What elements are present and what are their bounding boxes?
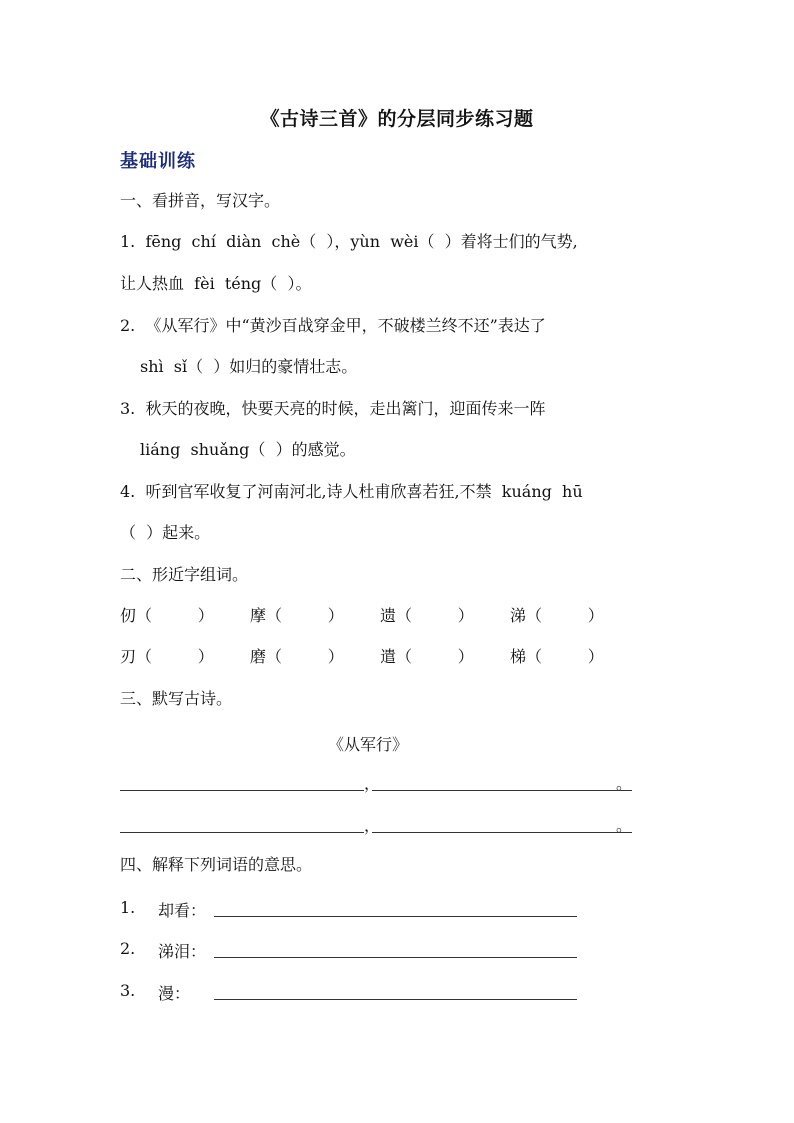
- q4-item-number: 1.: [120, 898, 136, 917]
- q4-item-term: 漫：: [158, 984, 191, 1003]
- q1-item2-line2: shì sǐ（ ）如归的豪情壮志。: [140, 357, 358, 376]
- q4-answer-blank-2[interactable]: [214, 957, 577, 958]
- poem-blank-1b[interactable]: [372, 790, 616, 791]
- page-title: 《古诗三首》的分层同步练习题: [260, 108, 534, 130]
- word-group-item: 涕（ ）: [510, 606, 604, 625]
- word-group-item: 磨（ ）: [250, 647, 344, 666]
- q1-item1-line1: 1. fēng chí diàn chè（ ），yùn wèi（ ）着将士们的气势,: [120, 232, 578, 251]
- q1-item3-line1: 3. 秋天的夜晚，快要天亮的时候，走出篱门，迎面传来一阵: [120, 399, 546, 418]
- q2-heading: 二、形近字组词。: [120, 565, 249, 584]
- word-group-item: 遣（ ）: [380, 647, 474, 666]
- poem-comma-1: ，: [364, 774, 381, 793]
- q1-item1-line2: 让人热血 fèi téng（ ）。: [120, 274, 312, 293]
- poem-blank-2a[interactable]: [120, 832, 364, 833]
- poem-period-2: 。: [616, 816, 633, 835]
- poem-comma-2: ，: [364, 816, 381, 835]
- q3-heading: 三、默写古诗。: [120, 689, 233, 708]
- q4-item-number: 2.: [120, 939, 136, 958]
- q4-item-term: 涕泪：: [158, 942, 207, 961]
- q1-heading: 一、看拼音，写汉字。: [120, 191, 281, 210]
- poem-underline-tail-1: [616, 790, 632, 791]
- word-group-item: 遗（ ）: [380, 606, 474, 625]
- poem-title: 《从军行》: [328, 735, 409, 754]
- poem-blank-1a[interactable]: [120, 790, 364, 791]
- word-group-item: 梯（ ）: [510, 647, 604, 666]
- section-heading: 基础训练: [120, 151, 196, 172]
- q1-item4-line2: （ ）起来。: [120, 523, 211, 542]
- q4-answer-blank-1[interactable]: [214, 916, 577, 917]
- q4-item-number: 3.: [120, 981, 136, 1000]
- q4-item-term: 却看：: [158, 901, 207, 920]
- poem-blank-2b[interactable]: [372, 832, 616, 833]
- poem-period-1: 。: [616, 774, 633, 793]
- q1-item3-line2: liáng shuǎng（ ）的感觉。: [140, 440, 356, 459]
- word-group-item: 刃（ ）: [120, 647, 214, 666]
- q4-answer-blank-3[interactable]: [214, 999, 577, 1000]
- word-group-item: 摩（ ）: [250, 606, 344, 625]
- poem-underline-tail-2: [616, 832, 632, 833]
- q1-item4-line1: 4. 听到官军收复了河南河北,诗人杜甫欣喜若狂,不禁 kuáng hū: [120, 482, 583, 501]
- q4-heading: 四、解释下列词语的意思。: [120, 855, 313, 874]
- word-group-item: 仞（ ）: [120, 606, 214, 625]
- q1-item2-line1: 2. 《从军行》中“黄沙百战穿金甲，不破楼兰终不还”表达了: [120, 316, 546, 335]
